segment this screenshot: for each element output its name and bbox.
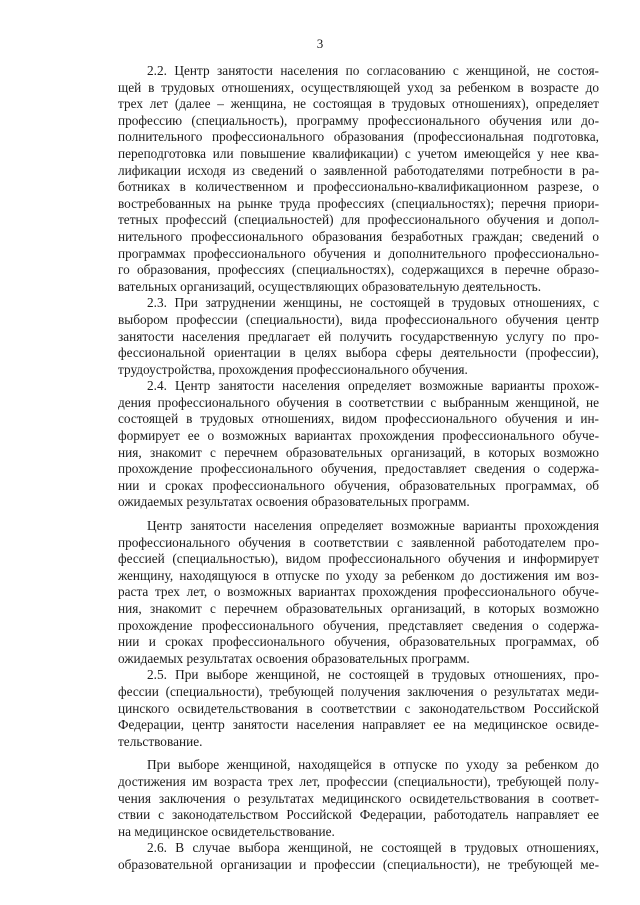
paragraph xyxy=(118,295,599,378)
text-line: фессиональной ориентации в целях выбора сферы деятельности (профессии), xyxy=(118,345,599,361)
text-line: востребованных на рынке труда профессиях (специальностях); перечня приори- xyxy=(118,195,599,211)
text-line: 2.3. При затруднении женщины, не состоящей в трудовых отношениях, с xyxy=(147,295,599,311)
text-line: занятости населения предлагает ей получить государственную услугу по про- xyxy=(118,328,599,344)
paragraph xyxy=(118,518,599,667)
paragraph xyxy=(118,378,599,511)
text-line: 2.6. В случае выбора женщиной, не состоящей в трудовых отношениях, xyxy=(147,840,599,856)
page-number: 3 xyxy=(316,36,324,51)
text-line: ожидаемых результатах освоения образовательных программ. xyxy=(118,650,470,666)
text-line: 2.2. Центр занятости населения по согласованию с женщиной, не состоя- xyxy=(147,63,599,78)
text-line: вательных организаций, осуществляющих образовательную деятельность. xyxy=(118,278,542,294)
text-line: трудоустройства, прохождения профессионального обучения. xyxy=(118,361,468,377)
document-body xyxy=(118,63,599,874)
text-line: ботниках в количественном и профессионально-квалификационном разрезе, о xyxy=(118,179,599,195)
text-line: При выборе женщиной, находящейся в отпуске по уходу за ребенком до xyxy=(147,757,599,773)
text-line: нительного профессионального образования безработных граждан; сведений о xyxy=(118,228,599,244)
text-line: ожидаемых результатах освоения образовательных программ. xyxy=(118,494,470,510)
text-line: программах профессионального обучения и дополнительного профессионально- xyxy=(118,245,599,261)
text-line: достижения им возраста трех лет, профессии (специальности), требующей полу- xyxy=(118,773,599,789)
text-line: 2.5. При выборе женщиной, не состоящей в трудовых отношениях, про- xyxy=(147,667,599,683)
paragraph xyxy=(118,667,599,750)
text-line: ния, знакомит с перечнем образовательных организаций, в которых возможно xyxy=(118,601,599,616)
text-line: ствии с законодательством Российской Федерации, работодатель направляет ее xyxy=(118,807,599,823)
text-line: трех лет (далее – женщина, не состоящая в трудовых отношениях), определяет xyxy=(118,96,599,112)
text-line: лификации исходя из сведений о заявленной работодателями потребности в ра- xyxy=(118,162,599,178)
paragraph xyxy=(118,840,599,873)
text-line: щей в трудовых отношениях, осуществляющей уход за ребенком в возрасте до xyxy=(118,79,599,95)
text-line: цинского освидетельствования в соответствии с законодательством Российской xyxy=(118,700,599,716)
text-line: прохождение профессионального обучения, предоставляет сведения о содержа- xyxy=(118,461,599,477)
text-line: состоящей в трудовых отношениях, видом профессионального обучения и ин- xyxy=(118,411,599,427)
text-line: профессию (специальность), программу профессионального обучения или до- xyxy=(118,112,599,128)
text-line: формирует ее о возможных вариантах прохождения профессионального обуче- xyxy=(118,428,599,444)
text-line: го образования, профессиях (специальностях), содержащихся в перечне образо- xyxy=(118,262,599,278)
paragraph xyxy=(118,757,599,840)
text-line: чения заключения о результатах медицинского освидетельствования в соответ- xyxy=(118,790,599,806)
text-line: тетных профессий (специальностей) для профессионального обучения и допол- xyxy=(118,212,599,228)
text-line: раста трех лет, о возможных вариантах прохождения профессионального обуче- xyxy=(118,584,599,600)
text-line: полнительного профессионального образования (профессиональная подготовка, xyxy=(118,129,599,145)
text-line: образовательной организации и профессии (специальности), не требующей ме- xyxy=(118,856,599,872)
text-line: Центр занятости населения определяет возможные варианты прохождения xyxy=(147,518,599,534)
text-line: нии и сроках профессионального обучения, образовательных программах, об xyxy=(118,634,599,650)
text-line: Федерации, центр занятости населения направляет ее на медицинское освиде- xyxy=(118,717,599,733)
text-line: фессии (специальности), требующей получения заключения о результатах меди- xyxy=(118,683,599,699)
text-line: профессионального обучения в соответствии с заявленной работодателем про- xyxy=(118,534,599,550)
paragraph xyxy=(118,63,599,295)
text-line: на медицинское освидетельствование. xyxy=(118,823,335,839)
text-line: ния, знакомит с перечнем образовательных организаций, в которых возможно xyxy=(118,444,599,460)
text-line: женщину, находящуюся в отпуске по уходу за ребенком до достижения им воз- xyxy=(118,567,599,583)
text-line: выбором профессии (специальности), вида профессионального обучения центр xyxy=(118,311,599,327)
text-line: переподготовка или повышение квалификации) с учетом имеющейся у нее ква- xyxy=(118,145,599,161)
text-line: нии и сроках профессионального обучения, образовательных программах, об xyxy=(118,477,599,493)
text-line: фессией (специальностью), видом профессионального обучения и информирует xyxy=(118,551,599,567)
text-line: тельствование. xyxy=(118,733,203,749)
text-line: прохождение профессионального обучения, представляет сведения о содержа- xyxy=(118,617,599,633)
text-line: 2.4. Центр занятости населения определяет возможные варианты прохож- xyxy=(147,378,599,394)
text-line: дения профессионального обучения в соответствии с выбранным женщиной, не xyxy=(118,394,599,410)
